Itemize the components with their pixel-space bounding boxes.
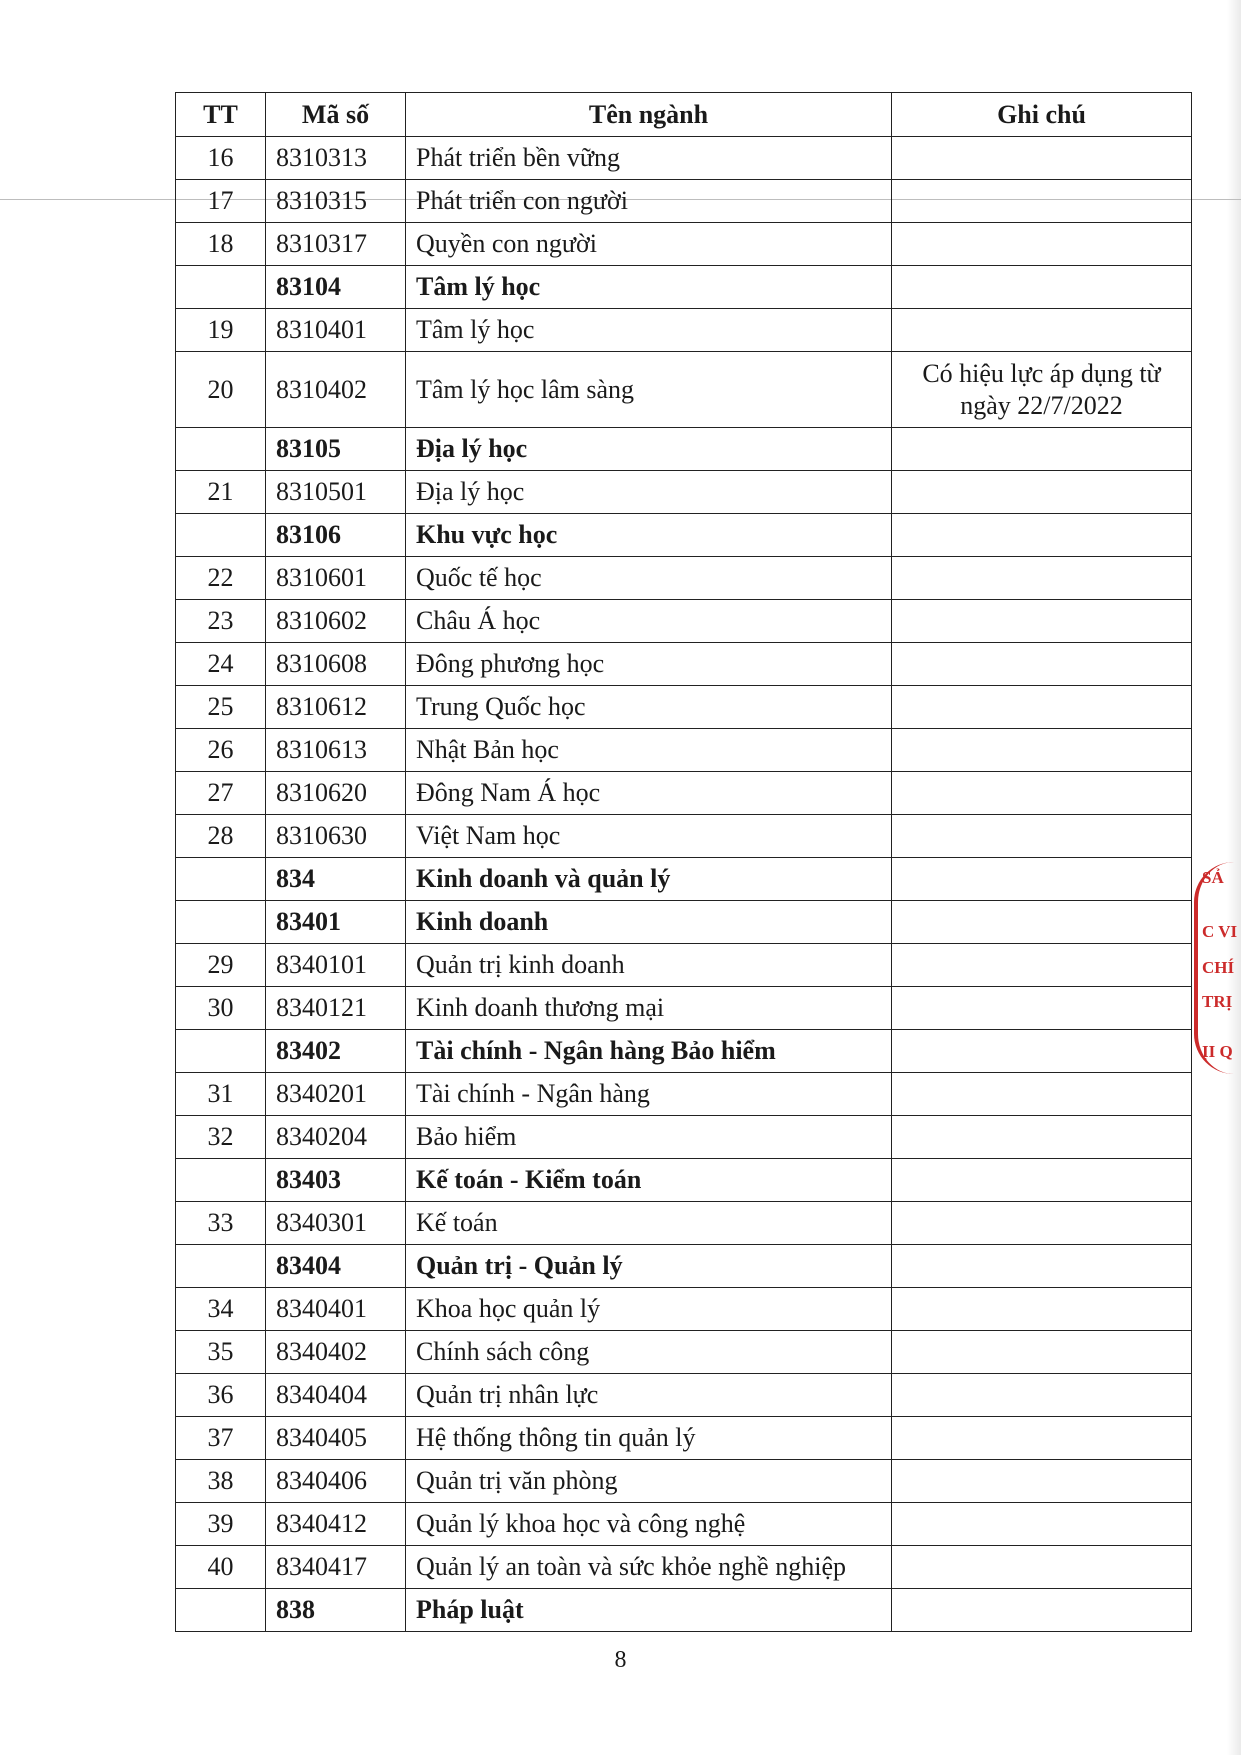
cell-code: 8340201 [266, 1073, 406, 1116]
cell-name: Kinh doanh [406, 901, 892, 944]
table-row [176, 729, 1192, 772]
stamp-text: TRỊ [1202, 992, 1233, 1011]
table-row [176, 1202, 1192, 1245]
cell-note [892, 901, 1192, 944]
cell-code: 8340301 [266, 1202, 406, 1245]
cell-tt: 31 [176, 1073, 266, 1116]
cell-name: Pháp luật [406, 1589, 892, 1632]
cell-name: Quản lý khoa học và công nghệ [406, 1503, 892, 1546]
cell-name: Nhật Bản học [406, 729, 892, 772]
table-row [176, 557, 1192, 600]
table-group-row [176, 428, 1192, 471]
cell-tt: 40 [176, 1546, 266, 1589]
cell-tt: 22 [176, 557, 266, 600]
table-header-row [176, 93, 1192, 137]
table-row [176, 1417, 1192, 1460]
cell-name: Tâm lý học [406, 266, 892, 309]
cell-name: Quốc tế học [406, 557, 892, 600]
cell-note [892, 944, 1192, 987]
cell-name: Đông Nam Á học [406, 772, 892, 815]
cell-name: Tâm lý học [406, 309, 892, 352]
cell-tt: 33 [176, 1202, 266, 1245]
cell-code: 8310501 [266, 471, 406, 514]
cell-tt: 17 [176, 180, 266, 223]
cell-code: 838 [266, 1589, 406, 1632]
cell-tt: 35 [176, 1331, 266, 1374]
cell-name: Quản trị - Quản lý [406, 1245, 892, 1288]
cell-name: Hệ thống thông tin quản lý [406, 1417, 892, 1460]
cell-note [892, 266, 1192, 309]
table-body [176, 137, 1192, 1632]
cell-tt: 39 [176, 1503, 266, 1546]
cell-code: 834 [266, 858, 406, 901]
stamp-text: ỊI Q [1202, 1042, 1233, 1061]
table-group-row [176, 266, 1192, 309]
table-row [176, 309, 1192, 352]
cell-tt: 26 [176, 729, 266, 772]
table-row [176, 686, 1192, 729]
cell-code: 83403 [266, 1159, 406, 1202]
cell-code: 8310401 [266, 309, 406, 352]
cell-name: Quản trị kinh doanh [406, 944, 892, 987]
cell-name: Tài chính - Ngân hàng Bảo hiểm [406, 1030, 892, 1073]
cell-code: 8310608 [266, 643, 406, 686]
cell-name: Khu vực học [406, 514, 892, 557]
cell-note [892, 137, 1192, 180]
cell-note [892, 428, 1192, 471]
cell-note [892, 1503, 1192, 1546]
table-row [176, 471, 1192, 514]
cell-note [892, 1331, 1192, 1374]
cell-name: Địa lý học [406, 428, 892, 471]
cell-code: 8340405 [266, 1417, 406, 1460]
header-tt: TT [176, 93, 266, 137]
cell-code: 8340121 [266, 987, 406, 1030]
cell-code: 8340404 [266, 1374, 406, 1417]
cell-name: Quản trị văn phòng [406, 1460, 892, 1503]
cell-name: Kinh doanh thương mại [406, 987, 892, 1030]
cell-name: Kinh doanh và quản lý [406, 858, 892, 901]
cell-name: Chính sách công [406, 1331, 892, 1374]
majors-table-container [175, 92, 1192, 1632]
table-row [176, 352, 1192, 428]
cell-note [892, 858, 1192, 901]
cell-tt [176, 1589, 266, 1632]
table-group-row [176, 901, 1192, 944]
table-row [176, 1460, 1192, 1503]
cell-code: 8340204 [266, 1116, 406, 1159]
majors-table [175, 92, 1192, 1632]
cell-code: 8310620 [266, 772, 406, 815]
cell-name: Trung Quốc học [406, 686, 892, 729]
cell-tt [176, 858, 266, 901]
cell-name: Phát triển bền vững [406, 137, 892, 180]
cell-code: 83104 [266, 266, 406, 309]
cell-code: 8310602 [266, 600, 406, 643]
cell-code: 8310315 [266, 180, 406, 223]
cell-note [892, 557, 1192, 600]
cell-name: Khoa học quản lý [406, 1288, 892, 1331]
cell-name: Quyền con người [406, 223, 892, 266]
table-row [176, 772, 1192, 815]
cell-code: 83404 [266, 1245, 406, 1288]
cell-tt: 30 [176, 987, 266, 1030]
cell-code: 83106 [266, 514, 406, 557]
cell-note [892, 180, 1192, 223]
cell-name: Địa lý học [406, 471, 892, 514]
cell-code: 8340406 [266, 1460, 406, 1503]
header-name: Tên ngành [406, 93, 892, 137]
cell-note [892, 1116, 1192, 1159]
cell-note [892, 1245, 1192, 1288]
stamp-text: SẢ [1202, 868, 1224, 887]
table-row [176, 1503, 1192, 1546]
cell-name: Kế toán - Kiểm toán [406, 1159, 892, 1202]
cell-tt: 32 [176, 1116, 266, 1159]
table-row [176, 1116, 1192, 1159]
table-group-row [176, 1245, 1192, 1288]
cell-tt: 23 [176, 600, 266, 643]
cell-code: 8310612 [266, 686, 406, 729]
table-row [176, 1546, 1192, 1589]
cell-name: Đông phương học [406, 643, 892, 686]
cell-code: 8340402 [266, 1331, 406, 1374]
stamp-text: CHÍ [1202, 958, 1235, 977]
cell-note [892, 1159, 1192, 1202]
table-row [176, 600, 1192, 643]
cell-tt [176, 901, 266, 944]
cell-tt [176, 1159, 266, 1202]
cell-tt: 36 [176, 1374, 266, 1417]
cell-note [892, 1288, 1192, 1331]
cell-name: Châu Á học [406, 600, 892, 643]
cell-code: 83401 [266, 901, 406, 944]
cell-code: 8310601 [266, 557, 406, 600]
header-note: Ghi chú [892, 93, 1192, 137]
cell-note [892, 1417, 1192, 1460]
cell-note [892, 309, 1192, 352]
cell-tt: 38 [176, 1460, 266, 1503]
cell-code: 8310402 [266, 352, 406, 428]
cell-tt: 16 [176, 137, 266, 180]
cell-note [892, 1589, 1192, 1632]
cell-tt: 29 [176, 944, 266, 987]
cell-name: Quản lý an toàn và sức khỏe nghề nghiệp [406, 1546, 892, 1589]
table-row [176, 137, 1192, 180]
cell-tt: 34 [176, 1288, 266, 1331]
cell-code: 8340417 [266, 1546, 406, 1589]
red-stamp-fragment [1194, 862, 1241, 1074]
table-row [176, 815, 1192, 858]
cell-name: Quản trị nhân lực [406, 1374, 892, 1417]
cell-code: 8310313 [266, 137, 406, 180]
cell-name: Tài chính - Ngân hàng [406, 1073, 892, 1116]
cell-code: 8340412 [266, 1503, 406, 1546]
table-row [176, 1374, 1192, 1417]
table-row [176, 180, 1192, 223]
cell-tt: 24 [176, 643, 266, 686]
cell-tt: 27 [176, 772, 266, 815]
cell-note [892, 1546, 1192, 1589]
table-row [176, 987, 1192, 1030]
cell-note [892, 1202, 1192, 1245]
cell-code: 83105 [266, 428, 406, 471]
cell-tt: 18 [176, 223, 266, 266]
table-row [176, 1331, 1192, 1374]
cell-tt: 37 [176, 1417, 266, 1460]
cell-name: Việt Nam học [406, 815, 892, 858]
cell-note [892, 1073, 1192, 1116]
cell-code: 83402 [266, 1030, 406, 1073]
cell-note [892, 471, 1192, 514]
cell-code: 8310630 [266, 815, 406, 858]
page-number: 8 [614, 1647, 627, 1673]
cell-note [892, 729, 1192, 772]
cell-note [892, 815, 1192, 858]
cell-note [892, 772, 1192, 815]
cell-note [892, 987, 1192, 1030]
cell-name: Tâm lý học lâm sàng [406, 352, 892, 428]
cell-tt: 20 [176, 352, 266, 428]
cell-code: 8340401 [266, 1288, 406, 1331]
table-row [176, 643, 1192, 686]
table-group-row [176, 514, 1192, 557]
cell-note [892, 686, 1192, 729]
cell-name: Bảo hiểm [406, 1116, 892, 1159]
table-row [176, 944, 1192, 987]
cell-tt: 19 [176, 309, 266, 352]
stamp-text: C VI [1202, 922, 1238, 941]
cell-tt [176, 514, 266, 557]
table-row [176, 1288, 1192, 1331]
table-row [176, 1073, 1192, 1116]
cell-code: 8310613 [266, 729, 406, 772]
table-group-row [176, 1030, 1192, 1073]
cell-note [892, 1030, 1192, 1073]
cell-tt: 21 [176, 471, 266, 514]
cell-tt: 25 [176, 686, 266, 729]
header-code: Mã số [266, 93, 406, 137]
table-group-row [176, 858, 1192, 901]
cell-tt [176, 1245, 266, 1288]
cell-tt [176, 266, 266, 309]
cell-note [892, 1374, 1192, 1417]
table-group-row [176, 1159, 1192, 1202]
cell-code: 8310317 [266, 223, 406, 266]
cell-note [892, 643, 1192, 686]
cell-name: Kế toán [406, 1202, 892, 1245]
cell-note [892, 514, 1192, 557]
cell-code: 8340101 [266, 944, 406, 987]
cell-note [892, 223, 1192, 266]
cell-note [892, 1460, 1192, 1503]
cell-tt: 28 [176, 815, 266, 858]
cell-note [892, 600, 1192, 643]
cell-note: Có hiệu lực áp dụng từ ngày 22/7/2022 [892, 352, 1192, 428]
table-group-row [176, 1589, 1192, 1632]
table-row [176, 223, 1192, 266]
cell-name: Phát triển con người [406, 180, 892, 223]
cell-tt [176, 1030, 266, 1073]
cell-tt [176, 428, 266, 471]
